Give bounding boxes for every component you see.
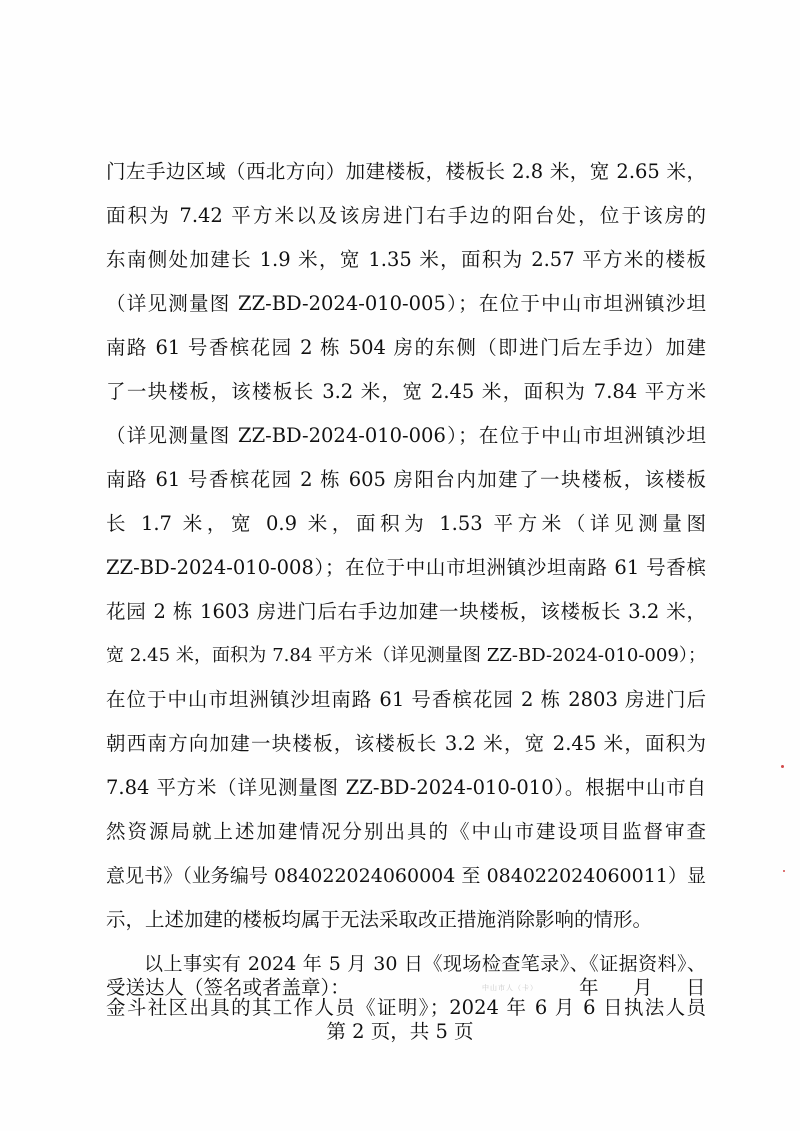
text-line: （详见测量图 ZZ-BD-2024-010-005）；在位于中山市坦洲镇沙坦	[106, 292, 706, 315]
date-year-label: 年	[579, 976, 599, 999]
text-line: ZZ-BD-2024-010-008）；在位于中山市坦洲镇沙坦南路 61 号香槟	[106, 556, 706, 579]
text-line: 宽 2.45 米，面积为 7.84 平方米（详见测量图 ZZ-BD-2024-010-009）；	[106, 645, 706, 666]
text-line: 朝西南方向加建一块楼板，该楼板长 3.2 米，宽 2.45 米，面积为	[106, 732, 706, 755]
recipient-signature-label: 受送达人（签名或者盖章）：	[106, 976, 350, 999]
text-line: 然资源局就上述加建情况分别出具的《中山市建设项目监督审查	[106, 820, 706, 843]
text-line: 长 1.7 米，宽 0.9 米，面积为 1.53 平方米（详见测量图	[106, 512, 706, 535]
body-text	[106, 150, 706, 1030]
text-line: 花园 2 栋 1603 房进门后右手边加建一块楼板，该楼板长 3.2 米，	[106, 600, 706, 623]
text-line: 7.84 平方米（详见测量图 ZZ-BD-2024-010-010）。根据中山市自	[106, 776, 706, 799]
paragraph-1	[106, 150, 706, 942]
scan-mark	[781, 765, 784, 768]
scan-mark	[783, 870, 785, 872]
text-line: 金斗社区出具的其工作人员《证明》；2024 年 6 月 6 日执法人员	[106, 996, 706, 1019]
text-line: 南路 61 号香槟花园 2 栋 504 房的东侧（即进门后左手边）加建	[106, 336, 706, 359]
text-line: 门左手边区域（西北方向）加建楼板，楼板长 2.8 米，宽 2.65 米，	[106, 160, 706, 183]
text-line: 面积为 7.42 平方米以及该房进门右手边的阳台处，位于该房的	[106, 204, 706, 227]
text-line: 意见书》（业务编号 084022024060004 至 084022024060011）显	[106, 865, 706, 887]
text-line: 南路 61 号香槟花园 2 栋 605 房阳台内加建了一块楼板，该楼板	[106, 468, 706, 491]
date-day-label: 日	[686, 976, 706, 999]
faint-stamp-text: 中山市人（卡）	[482, 984, 538, 992]
text-line: 在位于中山市坦洲镇沙坦南路 61 号香槟花园 2 栋 2803 房进门后	[106, 688, 706, 711]
text-line: （详见测量图 ZZ-BD-2024-010-006）；在位于中山市坦洲镇沙坦	[106, 424, 706, 447]
text-line: 以上事实有 2024 年 5 月 30 日《现场检查笔录》、《证据资料》、	[144, 953, 706, 975]
text-line: 示，上述加建的楼板均属于无法采取改正措施消除影响的情形。	[106, 908, 653, 931]
date-month-label: 月	[633, 976, 653, 999]
page-number: 第 2 页，共 5 页	[326, 1020, 474, 1043]
receipt-signature-line	[106, 966, 706, 1010]
text-line: 东南侧处加建长 1.9 米，宽 1.35 米，面积为 2.57 平方米的楼板	[106, 248, 706, 271]
text-line: 了一块楼板，该楼板长 3.2 米，宽 2.45 米，面积为 7.84 平方米	[106, 380, 706, 403]
